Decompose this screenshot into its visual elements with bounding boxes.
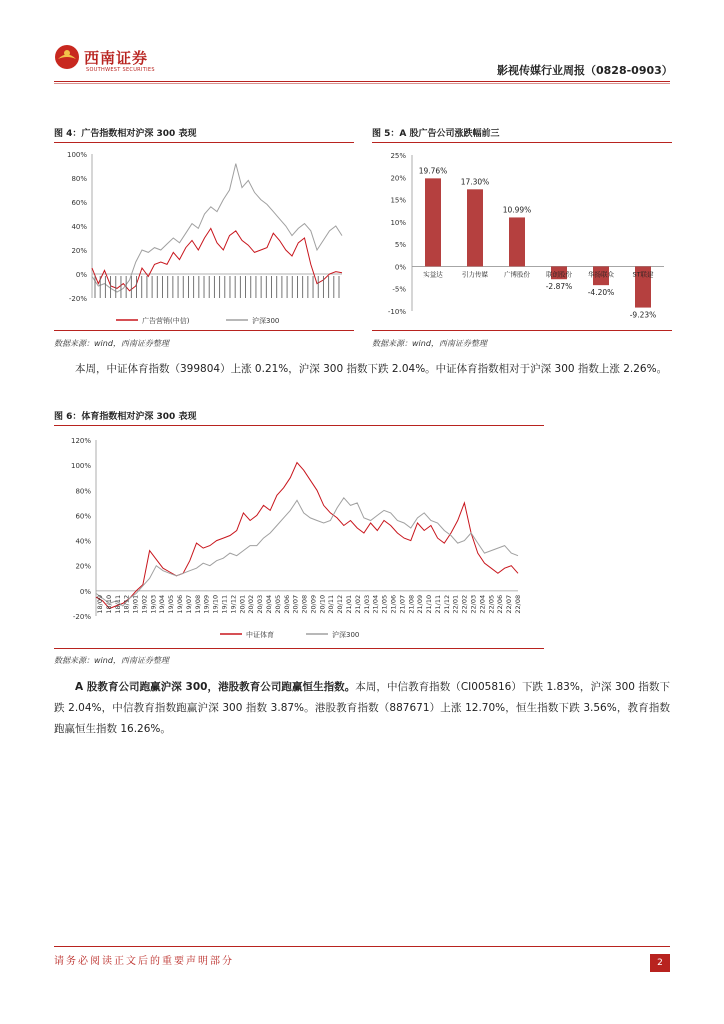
fig6-xtick-label: 19/07 bbox=[184, 594, 193, 614]
fig6-xtick-label: 22/02 bbox=[460, 594, 469, 614]
fig6-xtick-label: 19/10 bbox=[211, 594, 220, 614]
fig6-xtick-label: 20/12 bbox=[336, 594, 345, 614]
header-divider bbox=[54, 81, 670, 82]
fig5-category-label: 联创股份 bbox=[546, 270, 572, 279]
fig5-ytick-label: -5% bbox=[392, 285, 406, 294]
fig6-xtick-label: 21/10 bbox=[425, 594, 434, 614]
fig6-xtick-label: 21/12 bbox=[442, 594, 451, 614]
fig6-xtick-label: 21/11 bbox=[433, 594, 442, 614]
fig5-data-label: -2.87% bbox=[545, 282, 573, 292]
fig6-xtick-label: 20/03 bbox=[256, 594, 265, 614]
header bbox=[0, 0, 724, 90]
fig6-xtick-label: 19/08 bbox=[193, 594, 202, 614]
paragraph-sports bbox=[54, 359, 670, 380]
fig4-legend-label: 沪深300 bbox=[252, 317, 280, 325]
fig4-ytick-label: 80% bbox=[71, 175, 87, 183]
fig6-xtick-label: 22/05 bbox=[487, 594, 496, 614]
fig6-xtick-label: 20/04 bbox=[264, 594, 273, 614]
fig4-ytick-label: 40% bbox=[71, 223, 87, 231]
paragraph-education-bold: A 股教育公司跑赢沪深 300，港股教育公司跑赢恒生指数。 bbox=[75, 681, 356, 693]
fig6-ytick-label: 60% bbox=[75, 512, 91, 521]
fig6-ytick-label: 120% bbox=[70, 437, 91, 445]
fig6-chart bbox=[54, 428, 544, 645]
fig5-ytick-label: 25% bbox=[390, 152, 406, 160]
fig4-ytick-label: 0% bbox=[75, 271, 87, 279]
fig5-data-label: 17.30% bbox=[460, 177, 490, 187]
fig6-xtick-label: 20/02 bbox=[247, 594, 256, 614]
fig6-xtick-label: 21/07 bbox=[398, 594, 407, 614]
fig4-series-line bbox=[92, 228, 342, 290]
fig6-xtick-label: 20/09 bbox=[309, 594, 318, 614]
fig4-ytick-label: -20% bbox=[68, 295, 87, 303]
fig5-category-label: 引力传媒 bbox=[462, 270, 488, 279]
paragraph-education bbox=[54, 677, 670, 740]
page-number: 2 bbox=[650, 954, 670, 972]
fig6-source: 数据来源：wind，西南证券整理 bbox=[54, 656, 169, 665]
fig6-xtick-label: 19/04 bbox=[158, 594, 167, 614]
fig6-ytick-label: 20% bbox=[75, 562, 91, 571]
fig5-category-label: 实益达 bbox=[423, 270, 443, 279]
fig6-xtick-label: 19/09 bbox=[202, 594, 211, 614]
fig6-ytick-label: 0% bbox=[79, 587, 91, 596]
fig5-ytick-label: 5% bbox=[394, 241, 406, 250]
fig6-ytick-label: -20% bbox=[72, 613, 91, 621]
fig6-xtick-label: 22/07 bbox=[505, 594, 514, 614]
fig6-xtick-label: 22/08 bbox=[514, 594, 522, 614]
fig6-xtick-label: 20/08 bbox=[300, 594, 309, 614]
report-title: 影视传媒行业周报（0828-0903） bbox=[497, 64, 673, 77]
fig5-ytick-label: 10% bbox=[390, 218, 406, 227]
fig5-ytick-label: -10% bbox=[387, 308, 406, 316]
fig5-ytick-label: 20% bbox=[390, 174, 406, 183]
fig6-legend-label: 沪深300 bbox=[332, 631, 360, 639]
paragraph-education-text: 本周，中信教育指数（CI005816）下跌 1.83%，沪深 300 指数下跌 2.04%，中信教育指数跑赢沪深 300 指数 3.87%。港股教育指数（887671）上涨 12.70%，恒生指数下跌 3.56%，教育指数跑赢恒生指数 16.26%。 bbox=[54, 681, 670, 735]
fig4-legend-label: 广告营销(中信) bbox=[142, 317, 190, 325]
fig6-xtick-label: 19/01 bbox=[131, 594, 140, 614]
fig6-xtick-label: 21/04 bbox=[371, 594, 380, 614]
fig6-ytick-label: 80% bbox=[75, 487, 91, 496]
fig6-ytick-label: 40% bbox=[75, 537, 91, 546]
fig4-title: 图 4：广告指数相对沪深 300 表现 bbox=[54, 129, 197, 139]
fig6-xtick-label: 21/08 bbox=[407, 594, 416, 614]
fig6-xtick-label: 19/02 bbox=[140, 594, 149, 614]
fig6-xtick-label: 20/10 bbox=[318, 594, 327, 614]
header-divider-thin bbox=[54, 83, 670, 84]
fig6-xtick-label: 20/01 bbox=[238, 594, 247, 614]
fig6-xtick-label: 19/05 bbox=[167, 594, 176, 614]
fig5-data-label: -4.20% bbox=[587, 288, 615, 298]
paragraph-sports-text: 本周，中证体育指数（399804）上涨 0.21%，沪深 300 指数下跌 2.04%。中证体育指数相对于沪深 300 指数上涨 2.26%。 bbox=[75, 363, 668, 375]
fig6-xtick-label: 21/03 bbox=[362, 594, 371, 614]
fig6-xtick-label: 18/12 bbox=[122, 594, 131, 614]
logo-subtitle: SOUTHWEST SECURITIES bbox=[86, 67, 155, 73]
fig6-xtick-label: 18/09 bbox=[96, 594, 104, 614]
fig6-legend-label: 中证体育 bbox=[246, 631, 274, 639]
fig4-chart bbox=[54, 145, 354, 327]
fig5-ytick-label: 0% bbox=[394, 263, 406, 272]
fig5-bar bbox=[425, 178, 441, 266]
fig6-xtick-label: 19/06 bbox=[176, 594, 185, 614]
fig6-xtick-label: 21/01 bbox=[345, 594, 354, 614]
fig5-bar bbox=[509, 217, 525, 266]
fig4-ytick-label: 100% bbox=[66, 151, 87, 159]
fig6-xtick-label: 18/11 bbox=[113, 594, 122, 614]
footer-divider bbox=[54, 946, 670, 947]
fig5-bar bbox=[467, 189, 483, 266]
fig5-source: 数据来源：wind，西南证券整理 bbox=[372, 339, 487, 348]
fig4-source: 数据来源：wind，西南证券整理 bbox=[54, 339, 169, 348]
fig6-ytick-label: 100% bbox=[70, 462, 91, 471]
fig6-xtick-label: 20/11 bbox=[327, 594, 336, 614]
fig5-category-label: 华扬联众 bbox=[588, 270, 614, 279]
company-logo-icon bbox=[54, 44, 80, 70]
fig6-xtick-label: 19/03 bbox=[149, 594, 158, 614]
fig6-xtick-label: 22/01 bbox=[451, 594, 460, 614]
footer-disclaimer: 请务必阅读正文后的重要声明部分 bbox=[54, 956, 234, 967]
fig5-data-label: 10.99% bbox=[502, 205, 532, 215]
fig6-xtick-label: 19/11 bbox=[220, 594, 229, 614]
fig6-series-line bbox=[96, 463, 518, 609]
fig4-series-line bbox=[92, 164, 342, 292]
fig6-series-line bbox=[96, 498, 518, 606]
fig4-ytick-label: 20% bbox=[71, 247, 87, 255]
fig5-chart bbox=[372, 145, 672, 327]
fig6-xtick-label: 19/12 bbox=[229, 594, 238, 614]
fig6-xtick-label: 21/02 bbox=[353, 594, 362, 614]
fig6-xtick-label: 18/10 bbox=[104, 594, 113, 614]
fig6-xtick-label: 20/06 bbox=[282, 594, 291, 614]
fig6-xtick-label: 20/05 bbox=[273, 594, 282, 614]
fig4-ytick-label: 60% bbox=[71, 199, 87, 207]
fig6-xtick-label: 22/04 bbox=[478, 594, 487, 614]
fig5-data-label: -9.23% bbox=[629, 310, 657, 320]
fig5-data-label: 19.76% bbox=[418, 166, 448, 176]
fig6-xtick-label: 21/09 bbox=[416, 594, 425, 614]
logo-text: 西南证券 bbox=[84, 49, 149, 67]
fig5-ytick-label: 15% bbox=[390, 196, 406, 205]
fig6-xtick-label: 20/07 bbox=[291, 594, 300, 614]
fig5-category-label: 广博股份 bbox=[504, 270, 530, 279]
fig5-title: 图 5：A 股广告公司涨跌幅前三 bbox=[372, 129, 500, 139]
fig6-xtick-label: 21/06 bbox=[389, 594, 398, 614]
fig6-xtick-label: 21/05 bbox=[380, 594, 389, 614]
fig5-category-label: ST联建 bbox=[632, 270, 654, 279]
fig6-xtick-label: 22/06 bbox=[496, 594, 505, 614]
fig6-title: 图 6：体育指数相对沪深 300 表现 bbox=[54, 412, 197, 422]
fig6-xtick-label: 22/03 bbox=[469, 594, 478, 614]
